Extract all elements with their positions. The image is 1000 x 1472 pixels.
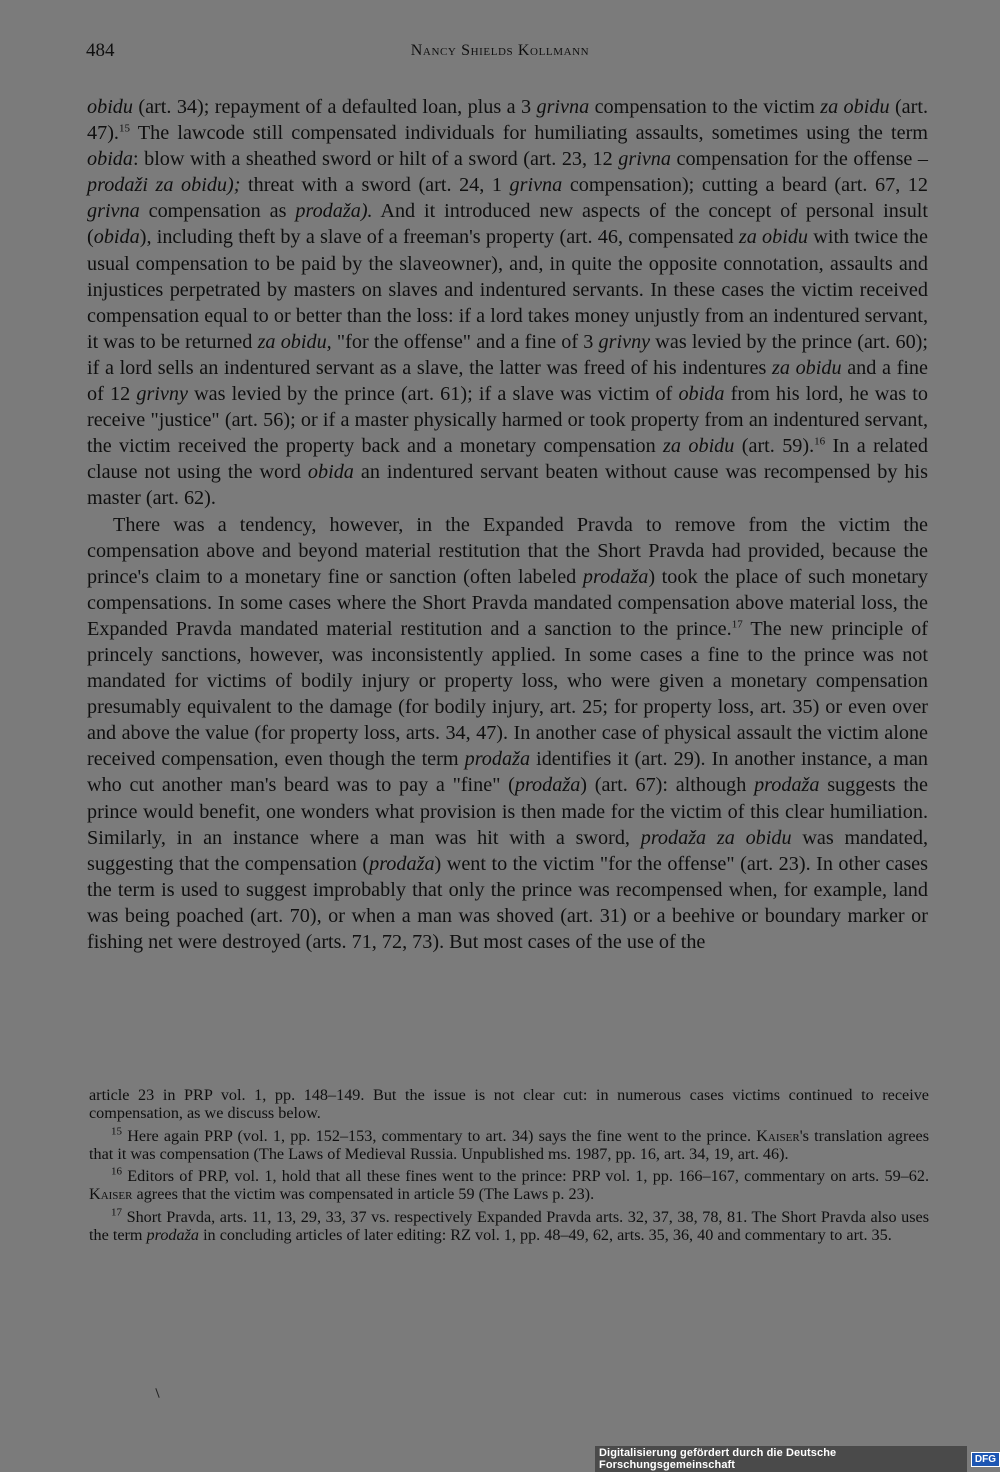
text-run: In a related clause not using the word bbox=[87, 435, 928, 484]
text-run: ) took the place of such monetary compensations. In some cases where the Short Pravda mandated compensation above material loss, the Expanded Pravda mandated material restitution and a sanction to the prince. bbox=[87, 565, 928, 640]
italic-term: grivna bbox=[87, 200, 140, 223]
italic-term: grivny bbox=[598, 330, 651, 353]
text-run: : blow with a sheathed sword or hilt of a sword (art. 23, 12 bbox=[132, 148, 619, 171]
italic-term: prodaža bbox=[582, 565, 649, 588]
note-reference: 16 bbox=[111, 1165, 122, 1178]
author-name: Kaiser bbox=[756, 1126, 800, 1145]
footnotes bbox=[89, 1086, 929, 1248]
italic-term: prodaži za obidu); bbox=[87, 174, 241, 197]
paragraph-1 bbox=[87, 94, 928, 512]
italic-term: grivna bbox=[618, 148, 671, 171]
text-run: suggests the prince would benefit, one wonders what provision is then made for the victim of this clear humiliation. Similarly, in an instance where a man was hit with a sword, bbox=[87, 774, 928, 849]
italic-term: obida bbox=[678, 383, 725, 406]
text-run: (art. 34); repayment of a defaulted loan, plus a 3 bbox=[132, 96, 537, 118]
text-run: and a fine of 12 bbox=[87, 356, 928, 406]
italic-term: grivna bbox=[536, 96, 590, 118]
text-run: "for the offense" and a fine of 3 bbox=[331, 330, 599, 353]
italic-term: obida bbox=[307, 461, 354, 484]
text-run: ) went to the victim "for the offense" (art. 23). In other cases the term is used to suggest improbably that only the prince was recompensed when, for example, land was being poached (art. 70), or when a man was shoved (art. 31) or a beehive or boundary marker or fishing net were destroyed (arts. 71, 72, 73). But most cases of the use of the bbox=[87, 852, 928, 953]
stray-mark bbox=[155, 1388, 159, 1398]
text-run: And it introduced new aspects of the concept of personal insult ( bbox=[87, 200, 929, 249]
footnote-continuation bbox=[89, 1086, 929, 1123]
text-run: was levied by the prince (art. 60); if a lord sells an indentured servant as a slave, the latter was freed of his indentures bbox=[87, 330, 929, 379]
italic-term: obida bbox=[87, 148, 133, 171]
note-reference: 17 bbox=[731, 618, 743, 631]
text-run: 's translation agrees that it was compensation (The Laws of Medieval Russia. Unpublished ms. 1987, pp. 16, art. 34, 19, art. 46). bbox=[89, 1126, 930, 1163]
footnote-16 bbox=[89, 1167, 929, 1204]
footnote-15 bbox=[89, 1127, 929, 1164]
running-head: Nancy Shields Kollmann bbox=[410, 42, 590, 59]
text-run: ), including theft by a slave of a freeman's property (art. 46, compensated bbox=[139, 226, 739, 249]
text-run: There was a tendency, however, in the Expanded Pravda to remove from the victim the compensation above and beyond material restitution that the Short Pravda had provided, because the prince's claim to a monetary fine or sanction (often labeled bbox=[87, 513, 928, 588]
paragraph-2 bbox=[87, 512, 928, 956]
text-run: (art. 59). bbox=[734, 435, 815, 458]
text-run: compensation as bbox=[139, 200, 296, 223]
text-run: compensation); cutting a beard (art. 67, 12 bbox=[562, 174, 928, 197]
italic-term: prodaža bbox=[146, 1226, 200, 1245]
italic-term: prodaža za obidu bbox=[640, 826, 792, 849]
text-run: identifies it (art. 29). In another instance, a man who cut another man's beard was to pay a "fine" ( bbox=[87, 748, 928, 797]
text-run: article 23 in PRP vol. 1, pp. 148–149. But the issue is not clear cut: in numerous cases victims continued to receive compensation, as we discuss below. bbox=[89, 1086, 929, 1123]
text-run: from his lord, he was to receive "justice" (art. 56); or if a master physically harmed or took property from an indentured servant, the victim received the property back and a monetary compensation bbox=[87, 383, 928, 458]
digitization-credit bbox=[595, 1447, 1000, 1471]
text-run: was mandated, suggesting that the compensation ( bbox=[87, 826, 928, 875]
italic-term: grivny bbox=[136, 383, 188, 406]
note-reference: 17 bbox=[111, 1206, 122, 1219]
italic-term: za obidu bbox=[772, 356, 842, 379]
italic-term: obida bbox=[93, 226, 140, 249]
text-run: compensation for the offense – bbox=[670, 148, 928, 171]
italic-term: prodaža bbox=[514, 774, 581, 797]
note-reference: 16 bbox=[814, 435, 826, 448]
text-run: The lawcode still compensated individuals for humiliating assaults, sometimes using the term bbox=[129, 122, 928, 145]
italic-term: prodaža bbox=[464, 748, 531, 771]
italic-term: prodaža bbox=[754, 774, 820, 797]
text-run: agrees that the victim was compensated in article 59 (The Laws p. 23). bbox=[132, 1185, 595, 1204]
text-run: in concluding articles of later editing: RZ vol. 1, pp. 48–49, 62, arts. 35, 36, 40 and commentary to art. 35. bbox=[199, 1226, 892, 1245]
text-run: threat with a sword (art. 24, 1 bbox=[240, 174, 510, 197]
italic-term: grivna bbox=[509, 174, 563, 197]
italic-term: za obidu bbox=[738, 226, 809, 249]
text-run: The new principle of princely sanctions, however, was inconsistently applied. In some cases a fine to the prince was not mandated for victims of bodily injury or property loss, who were given a monetary compensation presumably equivalent to the damage (for bodily injury, art. 25; for property loss, art. 35) or even over and above the value (for property loss, arts. 34, 47). In another case of physical assault the victim alone received compensation, even though the term bbox=[87, 617, 928, 771]
text-run: was levied by the prince (art. 61); if a slave was victim of bbox=[187, 383, 679, 406]
italic-term: prodaža). bbox=[295, 200, 373, 223]
note-reference: 15 bbox=[118, 122, 130, 135]
body-text bbox=[87, 94, 928, 955]
text-run: ) (art. 67): although bbox=[580, 774, 755, 797]
note-reference: 15 bbox=[111, 1125, 122, 1138]
italic-term: za obidu bbox=[663, 435, 735, 458]
footnote-17 bbox=[89, 1208, 929, 1245]
text-run: Editors of PRP, vol. 1, hold that all these fines went to the prince: PRP vol. 1, pp. 166–167, commentary on arts. 59–62. bbox=[122, 1167, 929, 1186]
italic-term: za obidu bbox=[820, 96, 890, 118]
text-run: (art. 47). bbox=[87, 96, 928, 145]
credit-text: Digitalisierung gefördert durch die Deutsche Forschungsgemeinschaft bbox=[595, 1446, 967, 1472]
italic-term: prodaža bbox=[369, 852, 435, 875]
italic-term: za obidu, bbox=[257, 330, 332, 353]
page-number: 484 bbox=[86, 40, 115, 61]
author-name: Kaiser bbox=[89, 1185, 133, 1204]
text-run: with twice the usual compensation to be paid by the slaveowner), and, in quite the opposite connotation, assaults and injustices perpetrated by masters on slaves and indentured servants. In these cases the victim received compensation equal to or better than the loss: if a lord takes money unjustly from an indentured servant, it was to be returned bbox=[87, 226, 928, 353]
text-run: Here again PRP (vol. 1, pp. 152–153, commentary to art. 34) says the fine went to the prince. bbox=[122, 1126, 757, 1145]
dfg-logo: DFG bbox=[971, 1452, 1000, 1467]
text-run: Short Pravda, arts. 11, 13, 29, 33, 37 vs. respectively Expanded Pravda arts. 32, 37, 38, 78, 81. The Short Pravda also uses the term bbox=[89, 1207, 929, 1245]
italic-term: obidu bbox=[87, 96, 133, 118]
text-run: an indentured servant beaten without cause was recompensed by his master (art. 62). bbox=[87, 461, 928, 510]
text-run: compensation to the victim bbox=[589, 96, 821, 118]
